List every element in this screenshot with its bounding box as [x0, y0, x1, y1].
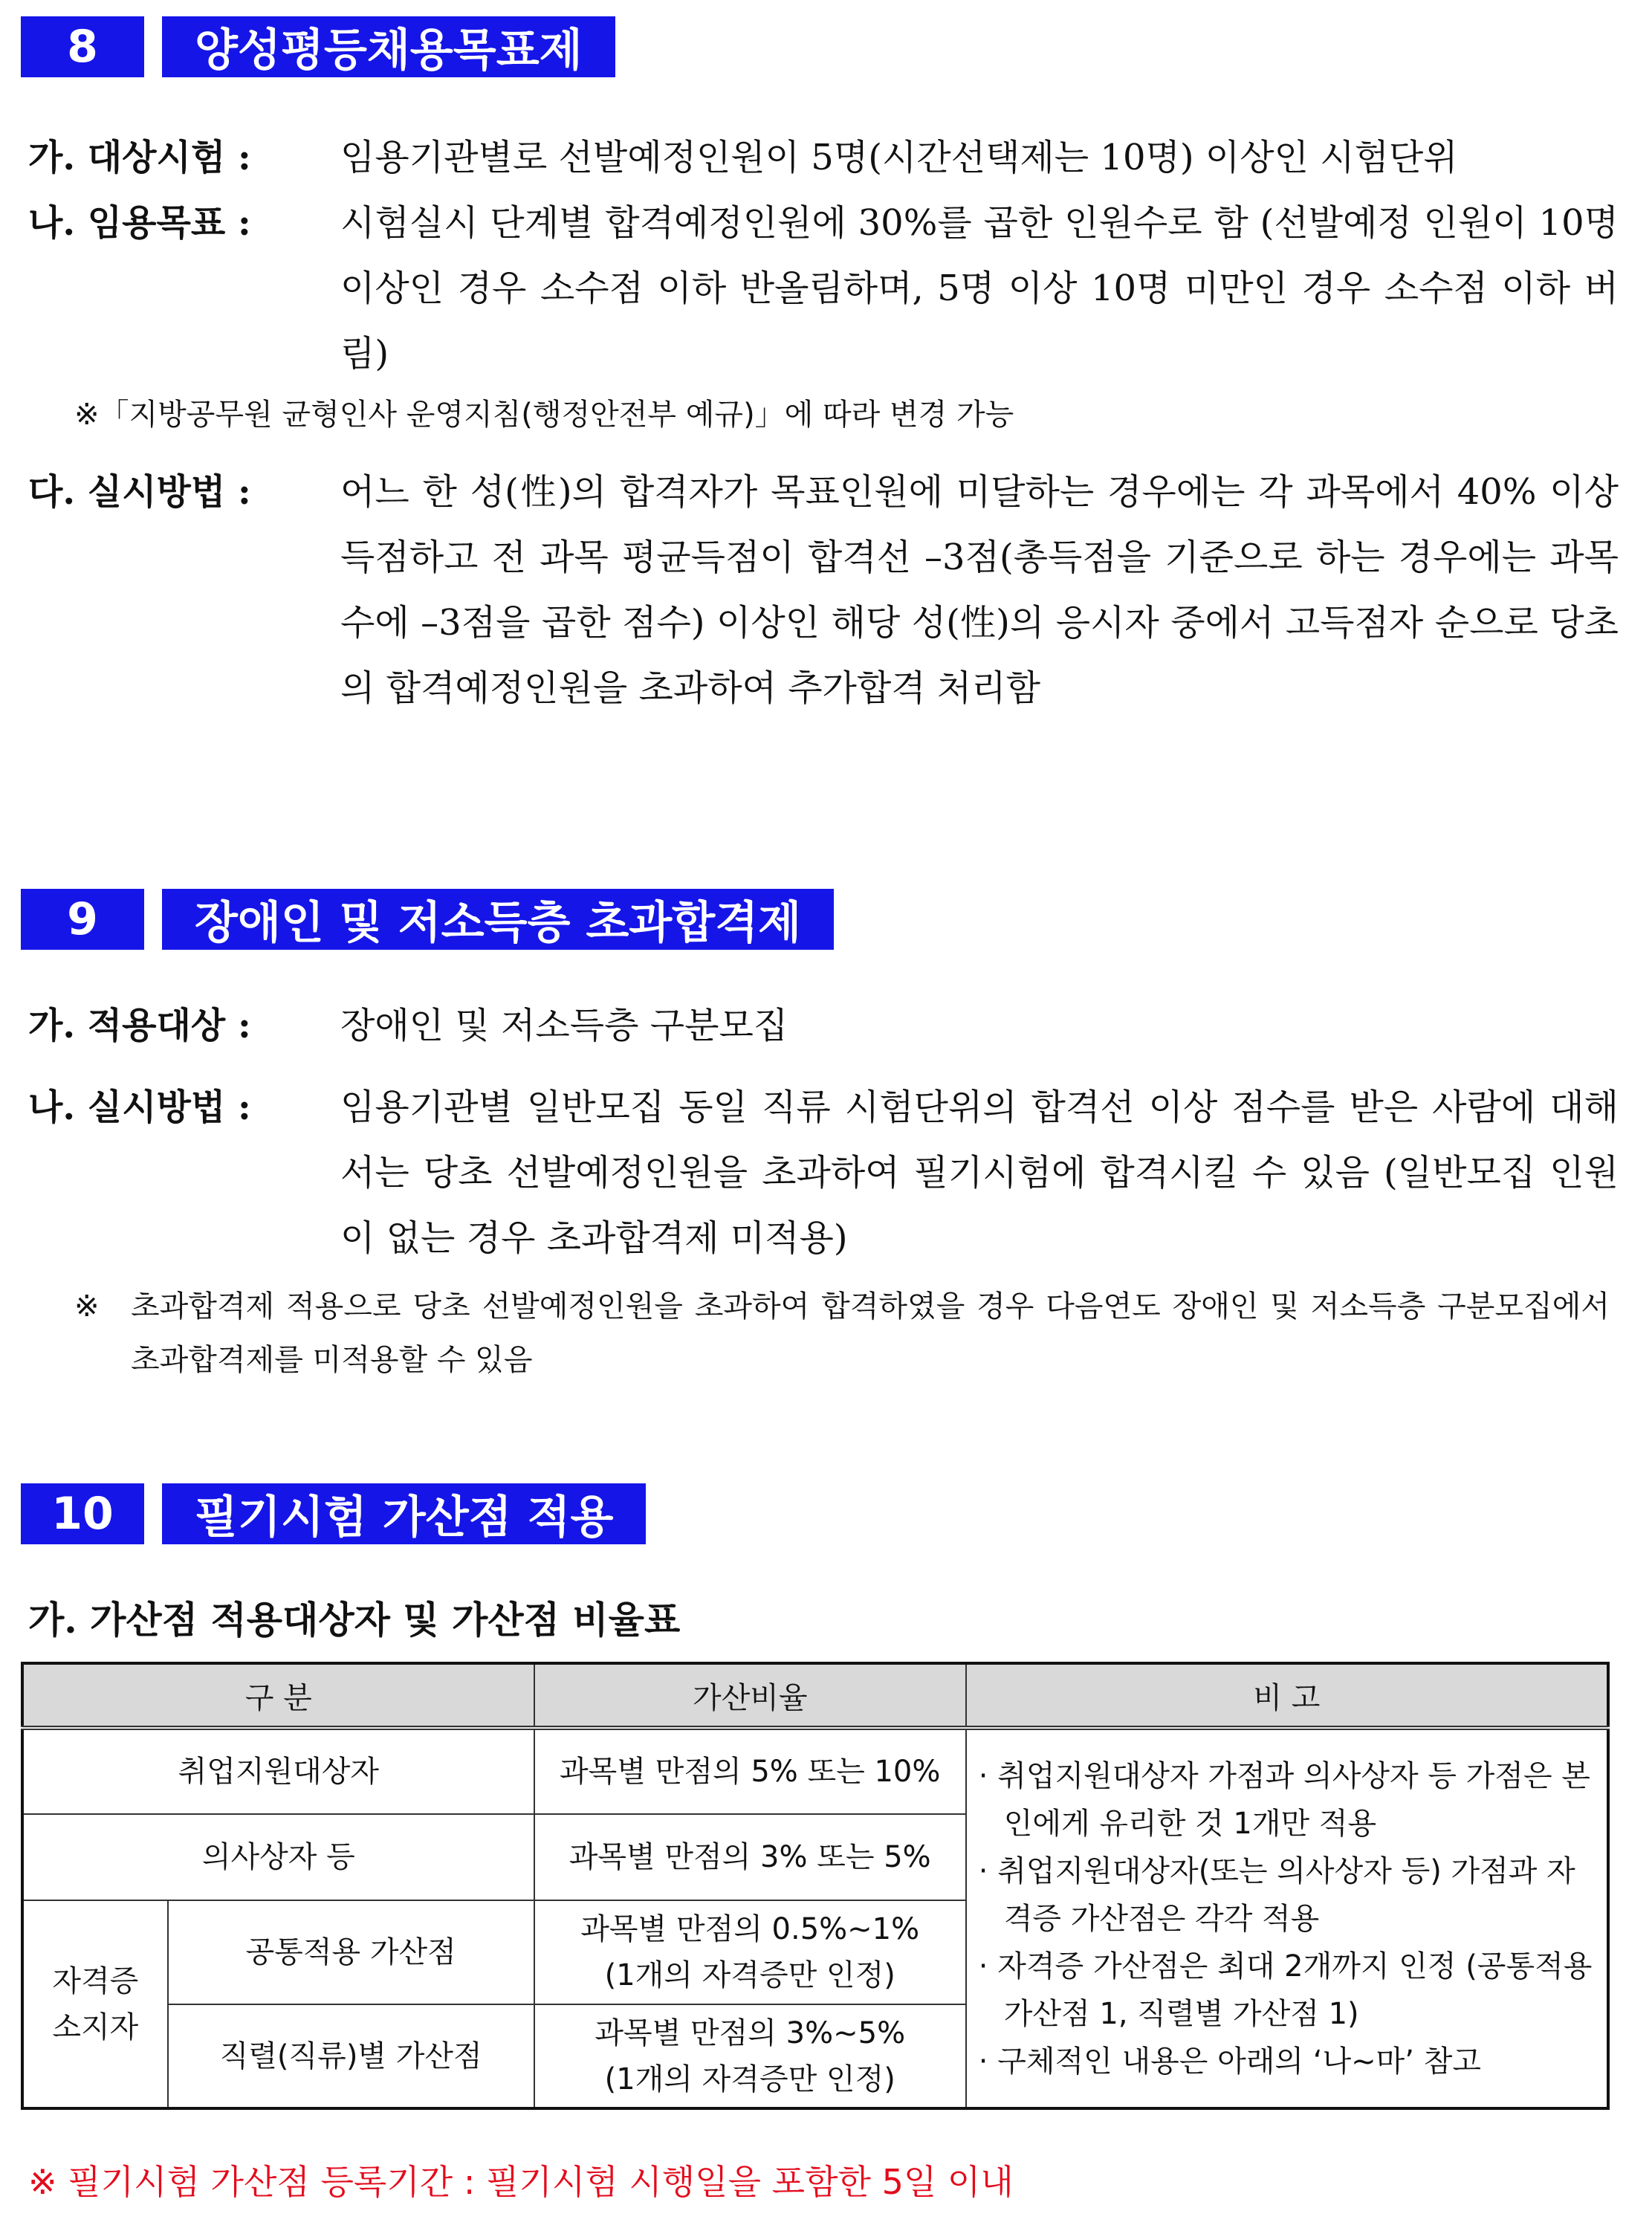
header-category: 구 분	[22, 1663, 534, 1728]
rate-cell: 과목별 만점의 3% 또는 5%	[534, 1814, 966, 1900]
group-cell: 자격증 소지자	[22, 1900, 168, 2108]
item-text: 시험실시 단계별 합격예정인원에 30%를 곱한 인원수로 함 (선발예정 인원이 10명 이상인 경우 소수점 이하 반올림하며, 5명 이상 10명 미만인 경우 소수점 이하 버림)	[340, 202, 1619, 375]
table-heading: 가. 가산점 적용대상자 및 가산점 비율표	[28, 1598, 681, 1642]
section-9-header	[21, 889, 834, 950]
section-title: 양성평등채용목표제	[162, 16, 615, 77]
item-label: 가. 대상시험 :	[28, 137, 251, 178]
item-target-exam	[28, 125, 1619, 190]
item-method	[28, 1075, 1619, 1271]
category-cell: 취업지원대상자	[22, 1728, 534, 1814]
item-label: 가. 적용대상 :	[28, 1005, 251, 1046]
table-row	[22, 1728, 1608, 1814]
note-mark: ※	[74, 1289, 100, 1324]
item-label: 나. 실시방법 :	[28, 1087, 251, 1128]
section-10-header	[21, 1483, 646, 1544]
section-title: 장애인 및 저소득층 초과합격제	[162, 889, 834, 950]
item-label: 다. 실시방법 :	[28, 471, 251, 513]
rate-main: 과목별 만점의 0.5%~1%	[580, 1912, 920, 1946]
section-8-header	[21, 16, 615, 77]
rate-main: 과목별 만점의 3%~5%	[595, 2015, 906, 2050]
header-remarks: 비 고	[966, 1663, 1608, 1728]
section-8-note: ※「지방공무원 균형인사 운영지침(행정안전부 예규)」에 따라 변경 가능	[74, 398, 1014, 432]
bonus-points-table	[21, 1662, 1610, 2110]
category-cell: 공통적용 가산점	[168, 1900, 534, 2004]
rate-sub: (1개의 자격증만 인정)	[604, 1958, 895, 1992]
rate-cell	[534, 1900, 966, 2004]
section-9-note: 초과합격제 적용으로 당초 선발예정인원을 초과하여 합격하였을 경우 다음연도 장애인 및 저소득층 구분모집에서 초과합격제를 미적용할 수 있음	[131, 1289, 1610, 1377]
section-number: 8	[21, 16, 144, 77]
item-label: 나. 임용목표 :	[28, 202, 251, 244]
section-title: 필기시험 가산점 적용	[162, 1483, 646, 1544]
header-rate: 가산비율	[534, 1663, 966, 1728]
rate-cell	[534, 2004, 966, 2108]
section-number: 10	[21, 1483, 144, 1544]
remark-item: · 취업지원대상자(또는 의사상자 등) 가점과 자격증 가산점은 각각 적용	[978, 1853, 1575, 1936]
item-text: 임용기관별 일반모집 동일 직류 시험단위의 합격선 이상 점수를 받은 사람에 대해서는 당초 선발예정인원을 초과하여 필기시험에 합격시킬 수 있음 (일반모집 인원이 없는 경우 초과합격제 미적용)	[340, 1087, 1619, 1259]
registration-period-note: ※ 필기시험 가산점 등록기간 : 필기시험 시행일을 포함한 5일 이내	[28, 2162, 1014, 2202]
section-number: 9	[21, 889, 144, 950]
remark-item: · 취업지원대상자 가점과 의사상자 등 가점은 본인에게 유리한 것 1개만 적용	[978, 1758, 1590, 1841]
category-cell: 직렬(직류)별 가산점	[168, 2004, 534, 2108]
item-text: 임용기관별로 선발예정인원이 5명(시간선택제는 10명) 이상인 시험단위	[340, 137, 1458, 178]
remark-item: · 구체적인 내용은 아래의 ‘나~마’ 참고	[978, 2044, 1481, 2079]
item-method	[28, 459, 1619, 721]
rate-sub: (1개의 자격증만 인정)	[604, 2062, 895, 2096]
item-text: 어느 한 성(性)의 합격자가 목표인원에 미달하는 경우에는 각 과목에서 40% 이상 득점하고 전 과목 평균득점이 합격선 –3점(총득점을 기준으로 하는 경우에는 과목수에 –3점을 곱한 점수) 이상인 해당 성(性)의 응시자 중에서 고득점자 순으로 당초의 합격예정인원을 초과하여 추가합격 처리함	[340, 471, 1619, 709]
item-target-group	[28, 993, 1619, 1058]
category-cell: 의사상자 등	[22, 1814, 534, 1900]
item-text: 장애인 및 저소득층 구분모집	[340, 1005, 788, 1046]
rate-cell: 과목별 만점의 5% 또는 10%	[534, 1728, 966, 1814]
remarks-cell	[966, 1728, 1608, 2108]
remark-item: · 자격증 가산점은 최대 2개까지 인정 (공통적용 가산점 1, 직렬별 가산점 1)	[978, 1949, 1593, 2031]
table-header-row	[22, 1663, 1608, 1728]
item-appointment-goal	[28, 190, 1619, 386]
